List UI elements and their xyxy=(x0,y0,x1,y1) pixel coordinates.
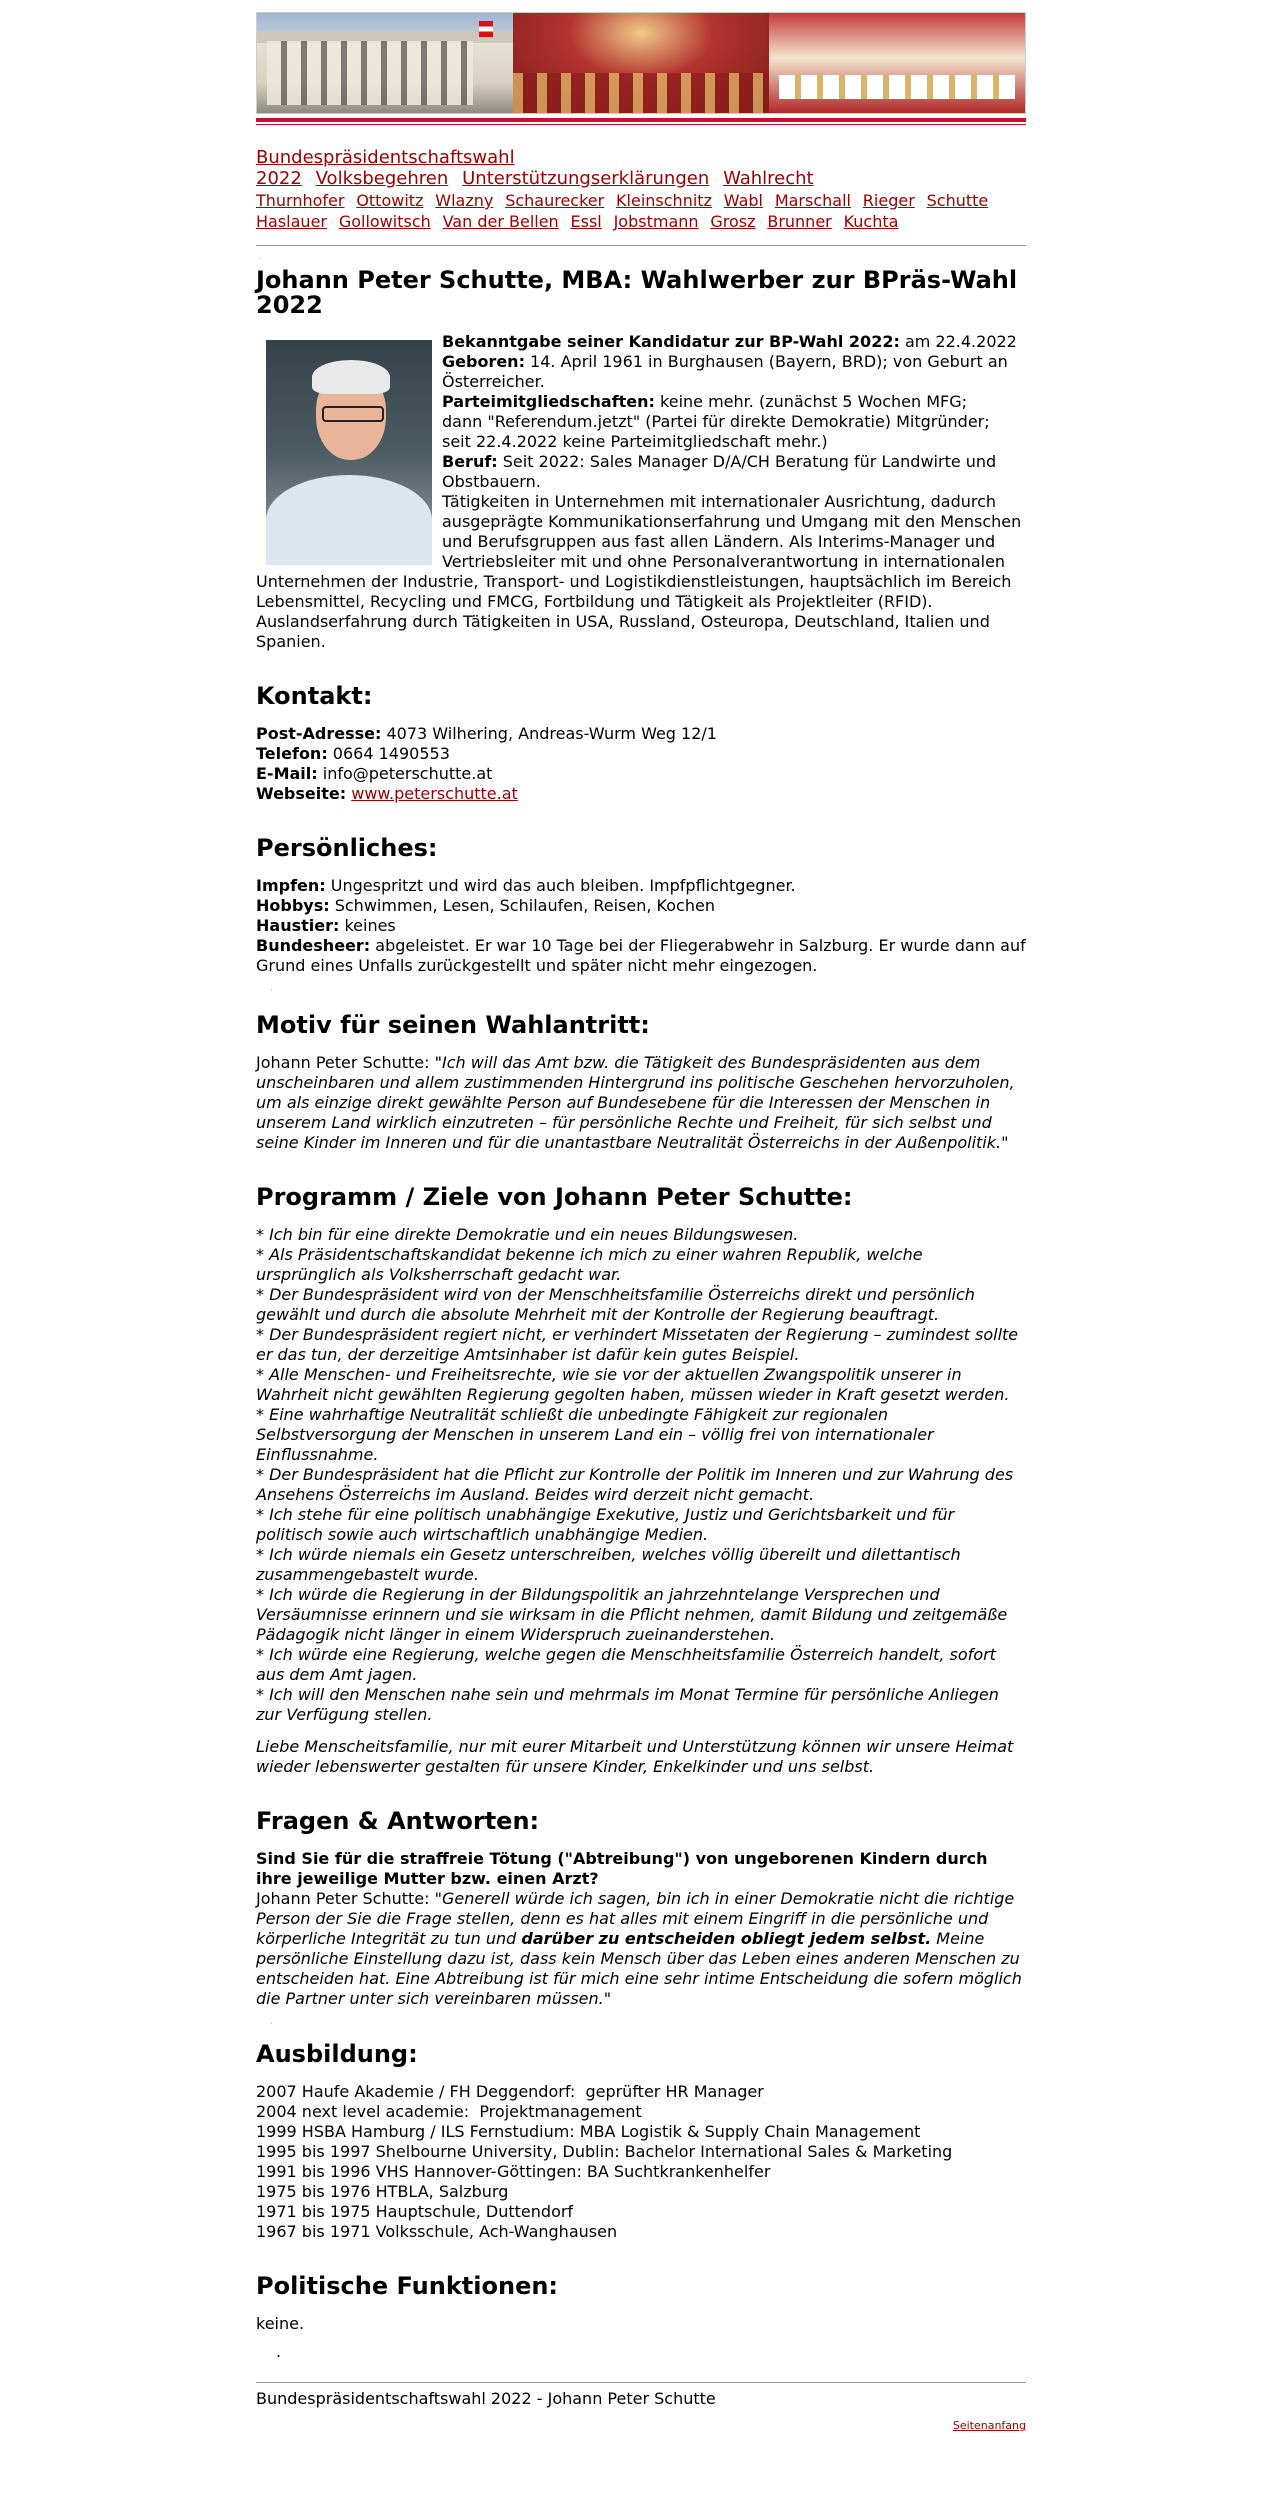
ausbildung-heading: Ausbildung: xyxy=(256,2040,418,2068)
candidate-link-ottowitz[interactable]: Ottowitz xyxy=(356,191,424,210)
hobbys-label: Hobbys: xyxy=(256,896,330,915)
navigation xyxy=(256,147,1026,233)
nav-separator: · xyxy=(854,195,859,209)
candidate-link-haslauer[interactable]: Haslauer xyxy=(256,212,327,231)
ausbildung-item: 1991 bis 1996 VHS Hannover-Göttingen: BA Suchtkrankenhelfer xyxy=(256,2162,771,2181)
nav-separator: · xyxy=(427,195,432,209)
candidate-link-gollowitsch[interactable]: Gollowitsch xyxy=(338,212,431,231)
email-value: info@peterschutte.at xyxy=(317,764,493,783)
programm-item: * Ich stehe für eine politisch unabhängige Exekutive, Justiz und Gerichtsbarkeit und für politisch sowie auch wirtschaftlich unabhängige Medien. xyxy=(256,1505,955,1544)
hobbys-value: Schwimmen, Lesen, Schilaufen, Reisen, Kochen xyxy=(329,896,715,915)
spacer-dot: · xyxy=(270,2019,274,2030)
programm-closing xyxy=(256,1737,1026,1777)
back-to-top xyxy=(256,2419,1026,2432)
programm-item: * Ich bin für eine direkte Demokratie und ein neues Bildungswesen. xyxy=(256,1225,799,1244)
motiv-quote: Ich will das Amt bzw. die Tätigkeit des Bundespräsidenten aus dem unscheinbaren und allem zustimmenden Hintergrund ins politische Geschehen hervorzuholen, um als einzige direkt gewählte Person auf Bundesebene für die Interessen der Menschen in unserem Land wirklich einzutreten – für persönliche Rechte und Freiheit, für sich selbst und seine Kinder im Inneren und für die unantastbare Neutralität Österreichs in der Außenpolitik. xyxy=(256,1053,1015,1152)
spacer-dot: · xyxy=(270,986,274,997)
nav-link-unterstützungserklärungen[interactable]: Unterstützungserklärungen xyxy=(462,168,710,189)
politik-heading: Politische Funktionen: xyxy=(256,2272,559,2300)
navigation-divider xyxy=(256,245,1026,246)
answer-part-2: Meine persönliche Einstellung dazu ist, dass kein Mensch über das Leben eines anderen Menschen zu entscheiden hat. Eine Abtreibung ist für mich eine sehr intime Entscheidung die sofern möglich die Partner unter sich vereinbaren müssen. xyxy=(256,1929,1022,2008)
candidate-link-rieger[interactable]: Rieger xyxy=(862,191,915,210)
kandidatur-value: am 22.4.2022 xyxy=(899,332,1017,351)
taetigkeiten-text: Tätigkeiten in Unternehmen mit internationaler Ausrichtung, dadurch ausgeprägte Kommunikationserfahrung und Umgang mit den Menschen und Berufsgruppen aus fast allen Ländern. Als Interims-Manager und Vertriebsleiter mit und ohne Personalverantwortung in internationalen Unternehmen der Industrie, Transport- und Logistikdienstleistungen, hauptsächlich im Bereich Lebensmittel, Recycling und FMCG, Fortbildung und Tätigkeit als Projektleiter (RFID). Auslandserfahrung durch Tätigkeiten in USA, Russland, Osteuropa, Deutschland, Italien und Spanien. xyxy=(256,492,1022,651)
programm-item: * Ich würde eine Regierung, welche gegen die Menschheitsfamilie Österreich handelt, sofort aus dem Amt jagen. xyxy=(256,1645,996,1684)
impfen-label: Impfen: xyxy=(256,876,326,895)
partei-label: Parteimitgliedschaften: xyxy=(442,392,655,411)
page-wrapper xyxy=(256,12,1026,2448)
partei-line-3: seit 22.4.2022 keine Parteimitgliedschaft mehr.) xyxy=(442,432,828,451)
nav-separator: · xyxy=(307,173,312,187)
header-banner xyxy=(256,12,1026,114)
candidate-link-marschall[interactable]: Marschall xyxy=(774,191,851,210)
spacer-dot: · xyxy=(258,254,262,265)
motiv-heading: Motiv für seinen Wahlantritt: xyxy=(256,1011,650,1039)
ausbildung-item: 2004 next level academie: Projektmanagement xyxy=(256,2102,642,2121)
candidate-link-grosz[interactable]: Grosz xyxy=(710,212,756,231)
candidate-portrait xyxy=(266,340,432,565)
footer-divider xyxy=(256,2382,1026,2383)
nav-separator: · xyxy=(330,216,335,230)
programm-item: * Der Bundespräsident hat die Pflicht zur Kontrolle der Politik im Inneren und zur Wahrung des Ansehens Österreichs im Ausland. Beides wird derzeit nicht gemacht. xyxy=(256,1465,1014,1504)
nav-separator: · xyxy=(766,195,771,209)
ausbildung-list xyxy=(256,2082,1026,2242)
answer-text xyxy=(256,1889,1026,2009)
nav-separator: · xyxy=(497,195,502,209)
candidate-link-schaurecker[interactable]: Schaurecker xyxy=(505,191,605,210)
programm-heading: Programm / Ziele von Johann Peter Schutte: xyxy=(256,1183,853,1211)
answer-prefix: Johann Peter Schutte: " xyxy=(256,1889,442,1908)
nav-separator: · xyxy=(702,216,707,230)
motiv-text xyxy=(256,1053,1026,1153)
question-text: Sind Sie für die straffreie Tötung ("Abtreibung") von ungeborenen Kindern durch ihre jeweilige Mutter bzw. einen Arzt? xyxy=(256,1849,988,1888)
ausbildung-item: 1975 bis 1976 HTBLA, Salzburg xyxy=(256,2182,509,2201)
nav-link-volksbegehren[interactable]: Volksbegehren xyxy=(315,168,449,189)
bundesheer-label: Bundesheer: xyxy=(256,936,371,955)
answer-suffix: " xyxy=(603,1989,612,2008)
nav-separator: · xyxy=(605,216,610,230)
candidate-link-jobstmann[interactable]: Jobstmann xyxy=(613,212,699,231)
web-label: Webseite: xyxy=(256,784,347,803)
nav-link-bundespräsidentschaftswahl-2022[interactable]: Bundespräsidentschaftswahl 2022 xyxy=(256,147,515,189)
persoenliches-section xyxy=(256,876,1026,976)
candidate-link-van-der-bellen[interactable]: Van der Bellen xyxy=(442,212,559,231)
candidate-link-wabl[interactable]: Wabl xyxy=(723,191,763,210)
nav-link-wahlrecht[interactable]: Wahlrecht xyxy=(723,168,814,189)
geboren-value: 14. April 1961 in Burghausen (Bayern, BRD); von Geburt an Österreicher. xyxy=(442,352,1008,391)
candidate-link-brunner[interactable]: Brunner xyxy=(767,212,832,231)
impfen-value: Ungespritzt und wird das auch bleiben. Impfpflichtgegner. xyxy=(325,876,796,895)
main-navigation xyxy=(256,147,1026,191)
ausbildung-item: 1971 bis 1975 Hauptschule, Duttendorf xyxy=(256,2202,574,2221)
page-title: Johann Peter Schutte, MBA: Wahlwerber zur BPräs-Wahl 2022 xyxy=(256,266,1018,319)
politik-dot: . xyxy=(276,2342,282,2361)
intro-section xyxy=(256,332,1026,652)
back-to-top-link[interactable]: Seitenanfang xyxy=(952,2419,1026,2432)
programm-item: * Eine wahrhaftige Neutralität schließt die unbedingte Fähigkeit zur regionalen Selbstversorgung der Menschen in unserem Land ein – völlig frei von internationaler Einflussnahme. xyxy=(256,1405,934,1464)
candidate-link-schutte[interactable]: Schutte xyxy=(926,191,989,210)
answer-bold: darüber zu entscheiden obliegt jedem selbst. xyxy=(521,1929,932,1948)
programm-item: * Alle Menschen- und Freiheitsrechte, wie sie vor der aktuellen Zwangspolitik unserer in Wahrheit nicht gewählten Regierung gegolten haben, müssen wieder in Kraft gesetzt werden. xyxy=(256,1365,1010,1404)
haustier-value: keines xyxy=(339,916,396,935)
nav-separator: · xyxy=(759,216,764,230)
candidate-navigation-row-2 xyxy=(256,212,1026,233)
programm-item: * Als Präsidentschaftskandidat bekenne ich mich zu einer wahren Republik, welche ursprünglich als Volksherrschaft gedacht war. xyxy=(256,1245,923,1284)
header-red-line xyxy=(256,118,1026,122)
beruf-value: Seit 2022: Sales Manager D/A/CH Beratung für Landwirte und Obstbauern. xyxy=(442,452,997,491)
bundesheer-value: abgeleistet. Er war 10 Tage bei der Fliegerabwehr in Salzburg. Er wurde dann auf Grund eines Unfalls zurückgestellt und später nicht mehr eingezogen. xyxy=(256,936,1026,975)
geboren-label: Geboren: xyxy=(442,352,525,371)
programm-item: * Ich würde niemals ein Gesetz unterschreiben, welches völlig übereilt und dilettantisch zusammengebastelt wurde. xyxy=(256,1545,961,1584)
email-label: E-Mail: xyxy=(256,764,318,783)
telefon-label: Telefon: xyxy=(256,744,328,763)
red-salon-image xyxy=(513,13,769,113)
candidate-link-wlazny[interactable]: Wlazny xyxy=(435,191,494,210)
partei-value: keine mehr. (zunächst 5 Wochen MFG; xyxy=(654,392,968,411)
ausbildung-item: 2007 Haufe Akademie / FH Deggendorf: geprüfter HR Manager xyxy=(256,2082,764,2101)
ausbildung-item: 1999 HSBA Hamburg / ILS Fernstudium: MBA Logistik & Supply Chain Management xyxy=(256,2122,921,2141)
candidate-navigation-row-1 xyxy=(256,191,1026,212)
nav-separator: · xyxy=(918,195,923,209)
nav-separator: · xyxy=(434,216,439,230)
programm-item: * Ich würde die Regierung in der Bildungspolitik an jahrzehntelange Versprechen und Versäumnisse erinnern und sie wirksam in die Pflicht nehmen, damit Bildung und zeitgemäße Pädagogik nicht länger in einem Widerspruch zueinanderstehen. xyxy=(256,1585,1008,1644)
ausbildung-item: 1967 bis 1971 Volksschule, Ach-Wanghausen xyxy=(256,2222,618,2241)
programm-closing-text: Liebe Menscheitsfamilie, nur mit eurer Mitarbeit und Unterstützung können wir unsere Heimat wieder lebenswerter gestalten für unsere Kinder, Enkelkinder und uns selbst. xyxy=(256,1737,1014,1776)
banquet-hall-image xyxy=(769,13,1025,113)
footer-text: Bundespräsidentschaftswahl 2022 - Johann Peter Schutte xyxy=(256,2389,716,2408)
fragen-section xyxy=(256,1849,1026,2009)
candidate-link-kuchta[interactable]: Kuchta xyxy=(843,212,899,231)
motiv-prefix: Johann Peter Schutte: " xyxy=(256,1053,442,1072)
fragen-heading: Fragen & Antworten: xyxy=(256,1807,540,1835)
nav-separator: · xyxy=(608,195,613,209)
partei-line-2: dann "Referendum.jetzt" (Partei für direkte Demokratie) Mitgründer; xyxy=(442,412,990,431)
candidate-link-kleinschnitz[interactable]: Kleinschnitz xyxy=(616,191,712,210)
candidate-link-thurnhofer[interactable]: Thurnhofer xyxy=(256,191,345,210)
programm-item: * Der Bundespräsident wird von der Menschheitsfamilie Österreichs direkt und persönlich gewählt und durch die absolute Mehrheit mit der Kontrolle der Regierung beauftragt. xyxy=(256,1285,975,1324)
nav-separator: · xyxy=(454,173,459,187)
nav-separator: · xyxy=(562,216,567,230)
ausbildung-item: 1995 bis 1997 Shelbourne University, Dublin: Bachelor International Sales & Marketing xyxy=(256,2142,953,2161)
nav-separator: · xyxy=(348,195,353,209)
header-red-line-thin xyxy=(256,124,1026,125)
post-value: 4073 Wilhering, Andreas-Wurm Weg 12/1 xyxy=(381,724,717,743)
kandidatur-label: Bekanntgabe seiner Kandidatur zur BP-Wahl 2022: xyxy=(442,332,900,351)
beruf-label: Beruf: xyxy=(442,452,498,471)
nav-separator: · xyxy=(715,173,720,187)
telefon-value: 0664 1490553 xyxy=(327,744,450,763)
nav-separator: · xyxy=(835,216,840,230)
politik-value: keine. xyxy=(256,2314,305,2333)
website-link[interactable]: www.peterschutte.at xyxy=(351,784,518,803)
hofburg-exterior-image xyxy=(257,13,513,113)
programm-item: * Ich will den Menschen nahe sein und mehrmals im Monat Termine für persönliche Anliegen zur Verfügung stellen. xyxy=(256,1685,999,1724)
programm-item: * Der Bundespräsident regiert nicht, er verhindert Missetaten der Regierung – zumindest sollte er das tun, der derzeitige Amtsinhaber ist dafür kein gutes Beispiel. xyxy=(256,1325,1019,1364)
motiv-suffix: " xyxy=(1001,1133,1009,1152)
programm-list xyxy=(256,1225,1026,1725)
persoenliches-heading: Persönliches: xyxy=(256,834,438,862)
haustier-label: Haustier: xyxy=(256,916,340,935)
nav-separator: · xyxy=(715,195,720,209)
candidate-link-essl[interactable]: Essl xyxy=(570,212,602,231)
kontakt-heading: Kontakt: xyxy=(256,682,373,710)
post-label: Post-Adresse: xyxy=(256,724,382,743)
kontakt-section xyxy=(256,724,1026,804)
answer-part-1: Generell würde ich sagen, bin ich in einer Demokratie nicht die richtige Person der Sie die Frage stellen, denn es hat alles mit einem Eingriff in die persönliche und körperliche Integrität zu tun und xyxy=(256,1889,1015,1948)
